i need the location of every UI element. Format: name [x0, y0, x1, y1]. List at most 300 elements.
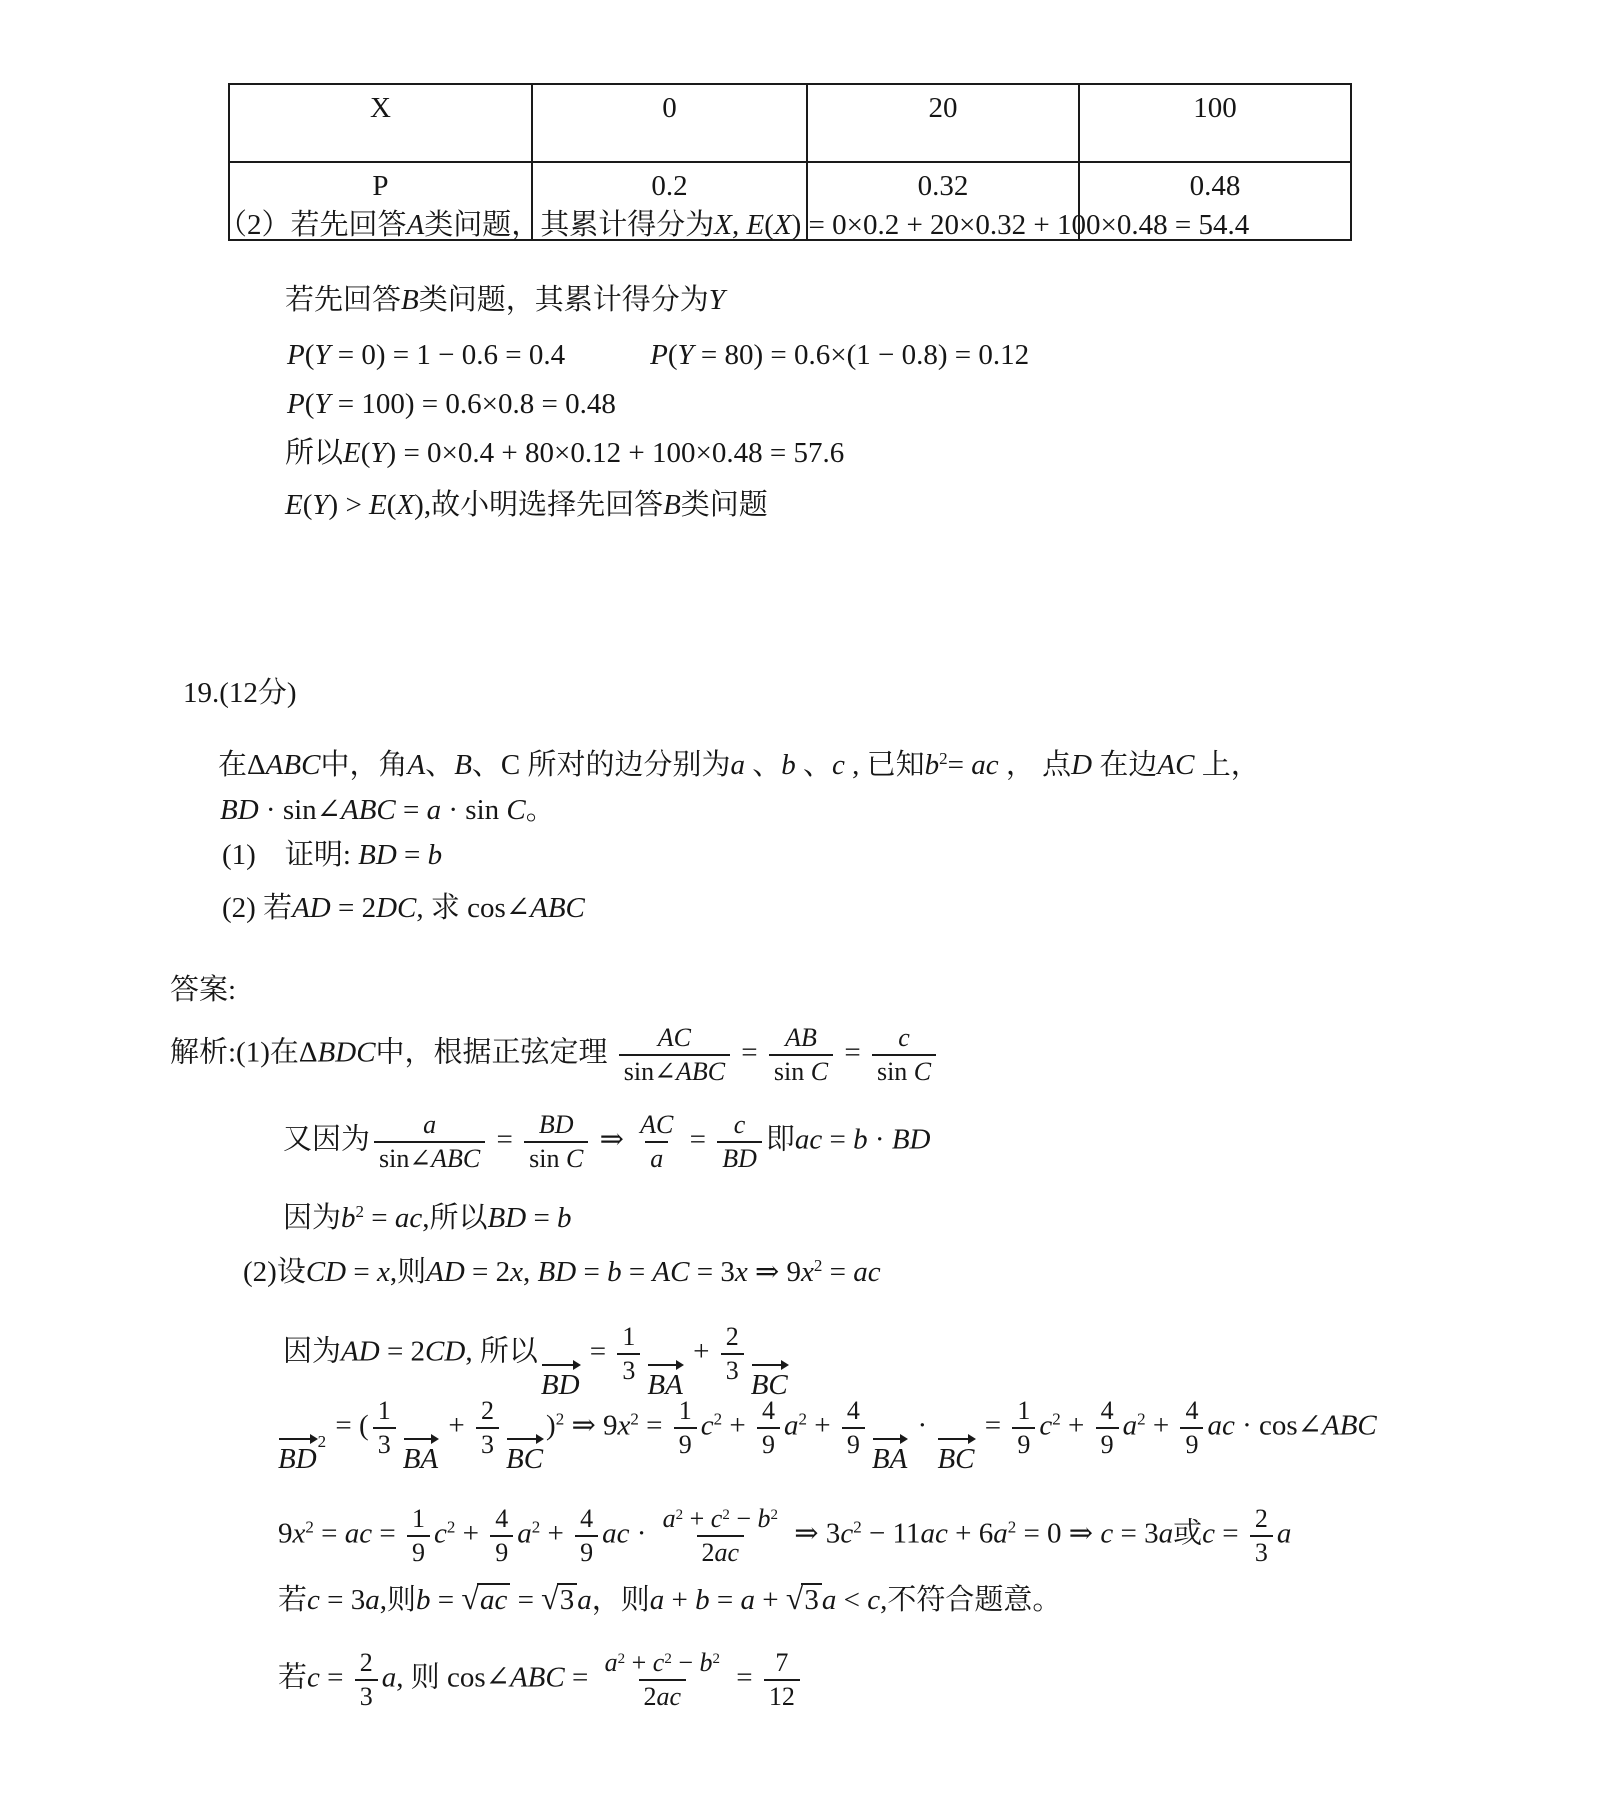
math-var: ac: [920, 1517, 948, 1550]
math-var: Y: [314, 388, 331, 420]
math-var: E: [285, 489, 303, 521]
math-text: 2: [643, 1682, 657, 1711]
math-text: ): [546, 1409, 556, 1442]
math-text: 中，根据正弦定理: [375, 1036, 615, 1069]
math-text: 4: [1100, 1396, 1114, 1425]
math-superscript: 2: [1052, 1409, 1061, 1429]
fraction-denominator: [697, 1535, 745, 1568]
radicand: [801, 1583, 822, 1616]
math-text: +: [625, 1648, 653, 1677]
math-text: = 3: [319, 1584, 366, 1616]
fraction-numerator: [407, 1504, 430, 1535]
q19-heading: [183, 672, 297, 714]
math-text: =: [319, 1661, 351, 1694]
math-text: 中，角: [320, 749, 408, 781]
math-var: B: [663, 489, 681, 521]
math-var: X: [396, 489, 415, 521]
math-text: ⇒ 9: [564, 1409, 618, 1442]
fraction-numerator: [653, 1023, 696, 1054]
math-superscript: 2: [446, 1517, 456, 1537]
fraction-numerator: [770, 1648, 793, 1679]
math-superscript: 2: [317, 1431, 327, 1451]
math-text: 类问题，其累计得分为: [418, 284, 709, 316]
math-var: AC: [640, 1110, 674, 1139]
vector-arrow-icon: [505, 1433, 544, 1444]
math-var: a: [730, 749, 745, 781]
math-text: =: [734, 1036, 765, 1069]
math-var: C: [810, 1057, 829, 1086]
math-fraction: [674, 1396, 697, 1460]
math-var: ABC: [431, 1144, 481, 1173]
math-fraction: [476, 1396, 499, 1460]
math-superscript: 2: [555, 1409, 565, 1429]
fraction-denominator: [619, 1054, 730, 1087]
math-superscript: 2: [531, 1517, 541, 1537]
math-var: a: [365, 1584, 380, 1616]
math-var: AD: [341, 1335, 380, 1368]
math-text: , 则 cos∠: [396, 1661, 510, 1694]
math-var: c: [832, 749, 845, 781]
math-text: 9: [495, 1538, 509, 1567]
math-var: ABC: [675, 1057, 726, 1086]
fraction-denominator: [842, 1427, 865, 1460]
math-text: (2)设: [243, 1256, 306, 1288]
math-text: 解析:(1)在Δ: [170, 1036, 318, 1069]
math-fraction: [872, 1023, 936, 1087]
fraction-denominator: [490, 1535, 513, 1568]
math-fraction: [1180, 1396, 1203, 1460]
fraction-denominator: [717, 1141, 762, 1174]
sol2-case2-line: [278, 1648, 804, 1712]
math-var: BD: [358, 839, 397, 871]
math-var: ac: [656, 1682, 682, 1711]
math-superscript: 2: [675, 1507, 684, 1523]
fraction-denominator: [764, 1679, 800, 1712]
math-text: = 100) = 0.6×0.8 = 0.48: [330, 388, 616, 420]
math-var: a: [517, 1517, 532, 1550]
fraction-numerator: [674, 1396, 697, 1427]
math-text: =: [977, 1409, 1009, 1442]
vector-arrow-icon: [277, 1433, 318, 1444]
math-var: ac: [714, 1538, 740, 1567]
math-var: x: [376, 1256, 390, 1288]
math-text: sin: [876, 1057, 914, 1086]
math-vector: [277, 1433, 326, 1474]
vector-stack: [277, 1433, 318, 1474]
math-var: C: [913, 1057, 932, 1086]
math-text: =: [729, 1661, 760, 1694]
math-superscript: 2: [1007, 1517, 1017, 1537]
sol2-solve-line: [278, 1504, 1291, 1568]
math-vector: [750, 1359, 789, 1400]
part2-y-intro-line: [285, 279, 725, 321]
math-fraction: [757, 1396, 780, 1460]
radicand: [477, 1583, 510, 1616]
fraction-denominator: [1012, 1427, 1035, 1460]
table-cell: 20: [807, 84, 1079, 162]
math-var: a: [993, 1517, 1008, 1550]
math-text: , 所以: [465, 1335, 538, 1368]
math-fraction: [842, 1396, 865, 1460]
math-text: 9: [278, 1517, 293, 1550]
math-text: ⇒ 9: [747, 1256, 802, 1288]
math-var: c: [1100, 1517, 1114, 1550]
math-text: sin∠: [379, 1144, 432, 1173]
math-text: 若先回答: [285, 284, 402, 316]
math-var: BD: [537, 1256, 577, 1288]
math-fraction: [617, 1322, 640, 1386]
math-var: C: [565, 1144, 584, 1173]
math-var: B: [454, 749, 472, 781]
math-var: BA: [647, 1368, 683, 1401]
math-var: a: [740, 1584, 755, 1616]
math-var: X: [714, 209, 732, 241]
radical-icon: √: [541, 1580, 559, 1616]
math-text: 3: [622, 1356, 636, 1385]
math-text: (: [764, 209, 774, 241]
math-var: ABC: [265, 749, 321, 781]
math-var: b: [781, 749, 796, 781]
math-text: sin: [773, 1057, 811, 1086]
fraction-numerator: [1180, 1396, 1203, 1427]
fraction-denominator: [1250, 1535, 1273, 1568]
math-text: +: [664, 1584, 696, 1616]
math-var: Y: [708, 284, 725, 316]
math-text: 3: [559, 1584, 575, 1616]
math-var: CD: [305, 1256, 347, 1288]
math-text: = 80) = 0.6×(1 − 0.8) = 0.12: [693, 339, 1030, 371]
math-text: = 3: [1113, 1517, 1159, 1550]
math-text: =: [822, 1123, 854, 1156]
math-var: E: [343, 437, 361, 469]
math-var: b: [695, 1584, 710, 1616]
fraction-numerator: [635, 1110, 678, 1141]
math-sqrt: [541, 1580, 577, 1616]
radical-icon: √: [785, 1580, 804, 1616]
fraction-numerator: [600, 1648, 725, 1679]
math-var: ABC: [1321, 1409, 1377, 1442]
fraction-numerator: [418, 1110, 441, 1141]
fraction-denominator: [476, 1427, 499, 1460]
math-var: ac: [344, 1517, 373, 1550]
math-text: = (: [328, 1409, 369, 1442]
math-var: P: [287, 388, 305, 420]
math-text: =: [682, 1123, 714, 1156]
math-var: ac: [971, 749, 999, 781]
math-text: 在边: [1092, 749, 1158, 781]
math-var: a: [784, 1409, 799, 1442]
math-text: · sin: [441, 794, 507, 826]
math-vector: [540, 1359, 581, 1400]
math-var: ac: [394, 1202, 423, 1234]
math-text: +: [722, 1409, 753, 1442]
vector-stack: [402, 1433, 439, 1474]
vector-arrow-icon: [871, 1433, 908, 1444]
math-text: 若: [278, 1584, 308, 1616]
math-text: 3: [480, 1430, 494, 1459]
math-text: · sin∠: [258, 794, 341, 826]
math-text: =: [947, 749, 972, 781]
math-var: BC: [505, 1442, 544, 1475]
math-superscript: 2: [770, 1507, 778, 1523]
math-text: sin∠: [623, 1057, 676, 1086]
math-var: c: [1039, 1409, 1053, 1442]
math-var: AC: [657, 1023, 692, 1052]
math-superscript: 2: [722, 1507, 730, 1523]
fraction-numerator: [373, 1396, 396, 1427]
math-text: 2: [1254, 1504, 1268, 1533]
vector-stack: [540, 1359, 581, 1400]
math-text: (: [302, 489, 313, 521]
math-var: B: [401, 284, 419, 316]
vector-arrow-icon: [540, 1359, 581, 1370]
fraction-denominator: [374, 1141, 485, 1174]
math-superscript: 2: [939, 749, 948, 768]
math-text: 3: [377, 1430, 391, 1459]
math-text: = 0 ⇒: [1016, 1517, 1101, 1550]
part2-intro-line: [218, 204, 1249, 246]
math-superscript: 2: [798, 1409, 807, 1429]
fraction-numerator: [1096, 1396, 1119, 1427]
math-text: 4: [1185, 1396, 1199, 1425]
math-text: =: [621, 1256, 653, 1288]
fraction-denominator: [757, 1427, 780, 1460]
math-var: ABC: [340, 794, 396, 826]
math-var: c: [898, 1023, 910, 1052]
sol2-case1-line: [278, 1577, 1061, 1621]
math-text: ,: [523, 1256, 538, 1288]
math-text: (2) 若: [222, 892, 293, 924]
math-text: ,: [731, 209, 747, 241]
math-text: 1: [678, 1396, 692, 1425]
math-text: sin: [529, 1144, 566, 1173]
math-text: +: [683, 1504, 711, 1533]
math-text: +: [441, 1409, 472, 1442]
math-var: ABC: [530, 892, 585, 924]
math-text: 9: [1100, 1430, 1114, 1459]
math-var: c: [307, 1584, 320, 1616]
math-text: 2: [725, 1322, 739, 1351]
math-var: Y: [677, 339, 694, 371]
math-text: 9: [580, 1538, 594, 1567]
fraction-numerator: [757, 1396, 780, 1427]
math-text: =: [709, 1584, 741, 1616]
math-var: ABC: [509, 1661, 565, 1694]
vector-stack: [646, 1359, 683, 1400]
math-fraction: [600, 1648, 725, 1712]
math-text: +: [540, 1517, 572, 1550]
math-text: <: [836, 1584, 868, 1616]
math-text: =: [346, 1256, 377, 1288]
fraction-numerator: [617, 1322, 640, 1353]
math-text: =: [822, 1256, 854, 1288]
math-var: b: [341, 1202, 356, 1234]
math-text: 1: [622, 1322, 636, 1351]
math-text: =: [582, 1335, 614, 1368]
math-vector: [871, 1433, 908, 1474]
math-text: 4: [495, 1504, 509, 1533]
math-text: 9: [846, 1430, 860, 1459]
vector-arrow-icon: [646, 1359, 683, 1370]
math-text: ,不符合题意。: [880, 1584, 1062, 1616]
math-superscript: 2: [712, 1651, 720, 1667]
answer-label: [170, 969, 236, 1011]
radicand: [557, 1583, 578, 1616]
math-var: c: [1202, 1517, 1215, 1550]
vector-arrow-icon: [750, 1359, 789, 1370]
math-var: BA: [402, 1442, 439, 1475]
math-text: 若: [278, 1661, 308, 1694]
math-var: BD: [538, 1110, 574, 1139]
math-text: 19.(12分): [183, 677, 297, 709]
math-var: c: [307, 1661, 320, 1694]
math-text: ) >: [328, 489, 370, 521]
math-text: = 0) = 1 − 0.6 = 0.4: [330, 339, 566, 371]
math-text: 类问题，其累计得分为: [424, 209, 715, 241]
math-text: 所以: [285, 437, 344, 469]
math-text: =: [564, 1661, 596, 1694]
q19-part1-line: [222, 834, 442, 876]
math-text: +: [1145, 1409, 1177, 1442]
table-cell: 0: [532, 84, 807, 162]
math-var: Y: [370, 437, 387, 469]
fraction-denominator: [872, 1054, 936, 1087]
fraction-numerator: [658, 1504, 783, 1535]
math-text: ⇒ 3: [787, 1517, 841, 1550]
fraction-denominator: [1180, 1427, 1203, 1460]
math-var: ac: [602, 1517, 630, 1550]
math-superscript: 2: [1137, 1409, 1146, 1429]
math-text: 。: [525, 794, 555, 826]
math-fraction: [490, 1504, 513, 1568]
sol-bd-line: [283, 1197, 572, 1239]
math-superscript: 2: [355, 1202, 365, 1221]
fraction-denominator: [645, 1141, 668, 1174]
math-var: a: [1276, 1517, 1292, 1550]
math-superscript: 2: [813, 1256, 823, 1275]
math-var: a: [426, 794, 442, 826]
math-var: b: [416, 1584, 431, 1616]
math-var: BD: [487, 1202, 527, 1234]
fraction-denominator: [617, 1353, 640, 1386]
math-text: 3: [1254, 1538, 1268, 1567]
math-var: a: [662, 1504, 676, 1533]
math-var: c: [710, 1504, 723, 1533]
math-text: , 求 cos∠: [416, 892, 531, 924]
math-var: a: [650, 1144, 664, 1173]
math-var: X: [773, 209, 792, 241]
math-text: （2）若先回答: [218, 209, 407, 241]
math-var: BC: [750, 1368, 788, 1401]
math-fraction: [524, 1110, 588, 1174]
math-vector: [646, 1359, 683, 1400]
math-text: 1: [411, 1504, 425, 1533]
math-var: AD: [292, 892, 331, 924]
math-fraction: [355, 1648, 378, 1712]
math-text: ,则: [379, 1584, 417, 1616]
math-text: 或: [1173, 1517, 1203, 1550]
math-var: A: [406, 209, 425, 241]
math-text: 9: [411, 1538, 425, 1567]
py100-line: [287, 383, 616, 425]
math-var: CD: [425, 1335, 466, 1368]
table-cell: 0.2: [532, 162, 807, 240]
fraction-denominator: [1096, 1427, 1119, 1460]
math-text: 3: [359, 1682, 373, 1711]
math-var: c: [652, 1648, 665, 1677]
math-fraction: [1250, 1504, 1273, 1568]
fraction-numerator: [1250, 1504, 1273, 1535]
math-text: 2: [480, 1396, 494, 1425]
fraction-numerator: [490, 1504, 513, 1535]
fraction-denominator: [769, 1054, 833, 1087]
math-fraction: [407, 1504, 430, 1568]
math-var: c: [433, 1517, 447, 1550]
math-var: BD: [540, 1368, 580, 1401]
math-var: b: [557, 1202, 572, 1234]
math-var: c: [840, 1517, 854, 1550]
math-text: + 6: [947, 1517, 994, 1550]
fraction-denominator: [355, 1679, 378, 1712]
math-var: A: [407, 749, 426, 781]
math-text: =: [837, 1036, 868, 1069]
math-var: DC: [376, 892, 417, 924]
math-fraction: [769, 1023, 833, 1087]
math-text: (1) 证明:: [222, 839, 359, 871]
math-text: +: [685, 1335, 717, 1368]
math-text: =: [638, 1409, 670, 1442]
table-cell: 0.32: [807, 162, 1079, 240]
math-text: 即: [765, 1123, 795, 1156]
math-superscript: 2: [305, 1517, 314, 1537]
math-text: =: [489, 1123, 521, 1156]
math-vector: [936, 1433, 975, 1474]
math-var: a: [577, 1584, 592, 1616]
math-var: ac: [794, 1123, 823, 1156]
q19-part2-line: [222, 887, 585, 929]
math-var: E: [369, 489, 387, 521]
vector-stack: [871, 1433, 908, 1474]
math-text: 因为: [283, 1202, 342, 1234]
radical-icon: √: [461, 1580, 479, 1616]
sol-sine-rule-line: [170, 1023, 940, 1087]
math-vector: [402, 1433, 439, 1474]
table-header-x: X: [229, 84, 532, 162]
math-var: AC: [1157, 749, 1195, 781]
math-var: b: [924, 749, 940, 781]
math-text: =: [510, 1584, 542, 1616]
math-text: · cos∠: [1234, 1409, 1322, 1442]
math-text: 9: [762, 1430, 775, 1459]
fraction-numerator: [1012, 1396, 1035, 1427]
math-superscript: 2: [630, 1409, 639, 1429]
math-text: +: [807, 1409, 838, 1442]
math-var: a: [381, 1661, 397, 1694]
math-text: 2: [701, 1538, 715, 1567]
sol2-expand-line: [275, 1396, 1377, 1474]
math-text: 、: [425, 749, 455, 781]
math-var: a: [649, 1584, 665, 1616]
math-fraction: [619, 1023, 730, 1087]
math-fraction: [717, 1110, 762, 1174]
math-var: BD: [891, 1123, 931, 1156]
math-text: 、: [745, 749, 782, 781]
math-fraction: [575, 1504, 598, 1568]
fraction-numerator: [780, 1023, 822, 1054]
math-text: (: [360, 437, 371, 469]
math-var: AB: [785, 1023, 817, 1052]
math-text: =: [396, 839, 428, 871]
